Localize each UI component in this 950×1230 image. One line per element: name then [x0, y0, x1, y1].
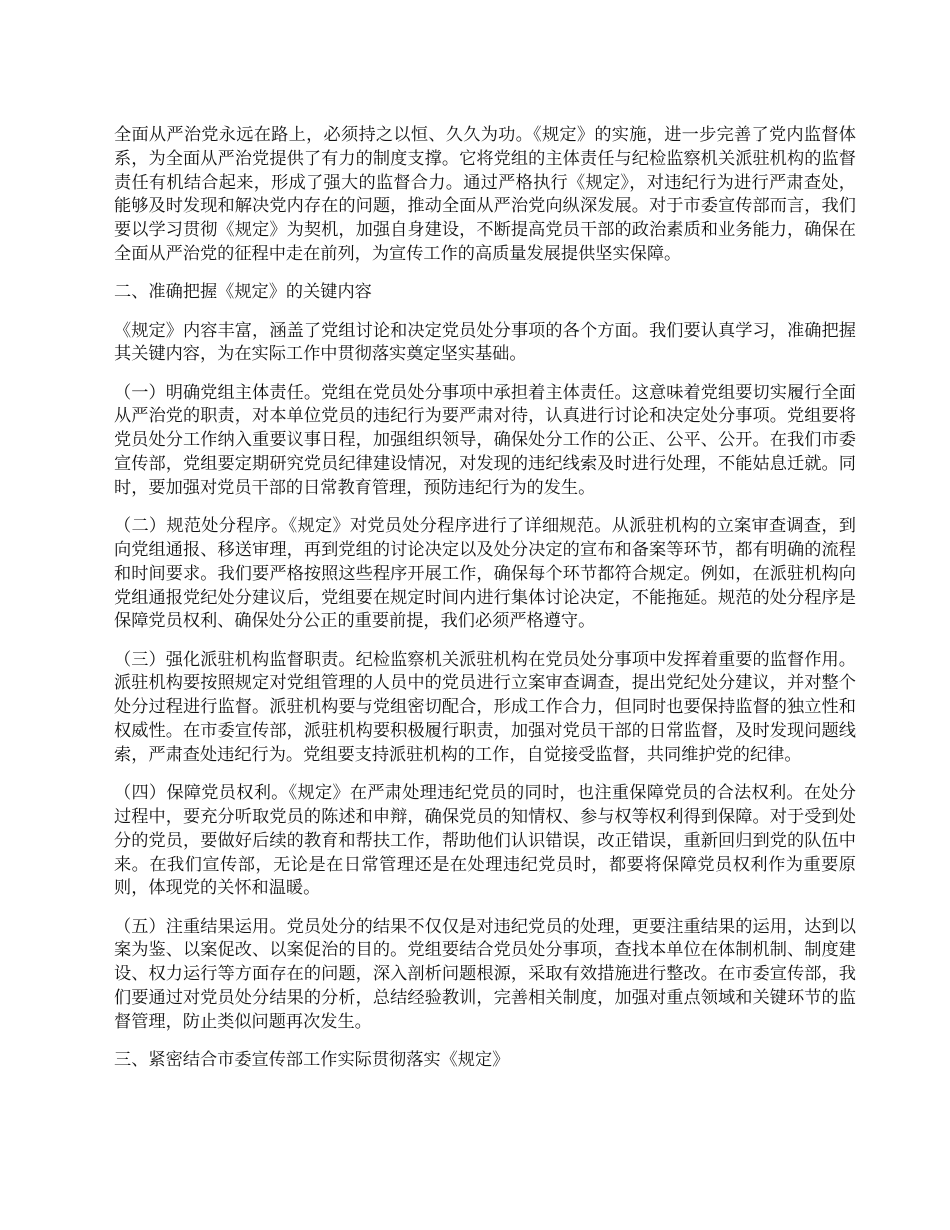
paragraph-item-3: （三）强化派驻机构监督职责。纪检监察机关派驻机构在党员处分事项中发挥着重要的监督作用。派驻机构要按照规定对党组管理的人员中的党员进行立案审查调查，提出党纪处分建议，并对整个处分过程进行监督。派驻机构要与党组密切配合，形成工作合力，但同时也要保持监督的独立性和权威性。在市委宣传部，派驻机构要积极履行职责，加强对党员干部的日常监督，及时发现问题线索，严肃查处违纪行为。党组要支持派驻机构的工作，自觉接受监督，共同维护党的纪律。 [114, 649, 856, 765]
paragraph-item-5: （五）注重结果运用。党员处分的结果不仅仅是对违纪党员的处理，更要注重结果的运用，达到以案为鉴、以案促改、以案促治的目的。党组要结合党员处分事项，查找本单位在体制机制、制度建设、权力运行等方面存在的问题，深入剖析问题根源，采取有效措施进行整改。在市委宣传部，我们要通过对党员处分结果的分析，总结经验教训，完善相关制度，加强对重点领域和关键环节的监督管理，防止类似问题再次发生。 [114, 916, 856, 1032]
paragraph-item-2: （二）规范处分程序。《规定》对党员处分程序进行了详细规范。从派驻机构的立案审查调查，到向党组通报、移送审理，再到党组的讨论决定以及处分决定的宣布和备案等环节，都有明确的流程和时间要求。我们要严格按照这些程序开展工作，确保每个环节都符合规定。例如，在派驻机构向党组通报党纪处分建议后，党组要在规定时间内进行集体讨论决定，不能拖延。规范的处分程序是保障党员权利、确保处分公正的重要前提，我们必须严格遵守。 [114, 516, 856, 632]
paragraph-intro: 全面从严治党永远在路上，必须持之以恒、久久为功。《规定》的实施，进一步完善了党内监督体系，为全面从严治党提供了有力的制度支撑。它将党组的主体责任与纪检监察机关派驻机构的监督责任有机结合起来，形成了强大的监督合力。通过严格执行《规定》，对违纪行为进行严肃查处，能够及时发现和解决党内存在的问题，推动全面从严治党向纵深发展。对于市委宣传部而言，我们要以学习贯彻《规定》为契机，加强自身建设，不断提高党员干部的政治素质和业务能力，确保在全面从严治党的征程中走在前列，为宣传工作的高质量发展提供坚实保障。 [114, 125, 856, 264]
paragraph-section-2-intro: 《规定》内容丰富，涵盖了党组讨论和决定党员处分事项的各个方面。我们要认真学习，准确把握其关键内容，为在实际工作中贯彻落实奠定坚实基础。 [114, 320, 856, 365]
section-heading-3: 三、紧密结合市委宣传部工作实际贯彻落实《规定》 [114, 1050, 510, 1071]
section-heading-2: 二、准确把握《规定》的关键内容 [114, 282, 372, 303]
document-page [114, 124, 856, 1087]
paragraph-item-4: （四）保障党员权利。《规定》在严肃处理违纪党员的同时，也注重保障党员的合法权利。在处分过程中，要充分听取党员的陈述和申辩，确保党员的知情权、参与权等权利得到保障。对于受到处分的党员，要做好后续的教育和帮扶工作，帮助他们认识错误，改正错误，重新回归到党的队伍中来。在我们宣传部，无论是在日常管理还是在处理违纪党员时，都要将保障党员权利作为重要原则，体现党的关怀和温暖。 [114, 783, 856, 899]
paragraph-item-1: （一）明确党组主体责任。党组在党员处分事项中承担着主体责任。这意味着党组要切实履行全面从严治党的职责，对本单位党员的违纪行为要严肃对待，认真进行讨论和决定处分事项。党组要将党员处分工作纳入重要议事日程，加强组织领导，确保处分工作的公正、公平、公开。在我们市委宣传部，党组要定期研究党员纪律建设情况，对发现的违纪线索及时进行处理，不能姑息迁就。同时，要加强对党员干部的日常教育管理，预防违纪行为的发生。 [114, 382, 856, 498]
